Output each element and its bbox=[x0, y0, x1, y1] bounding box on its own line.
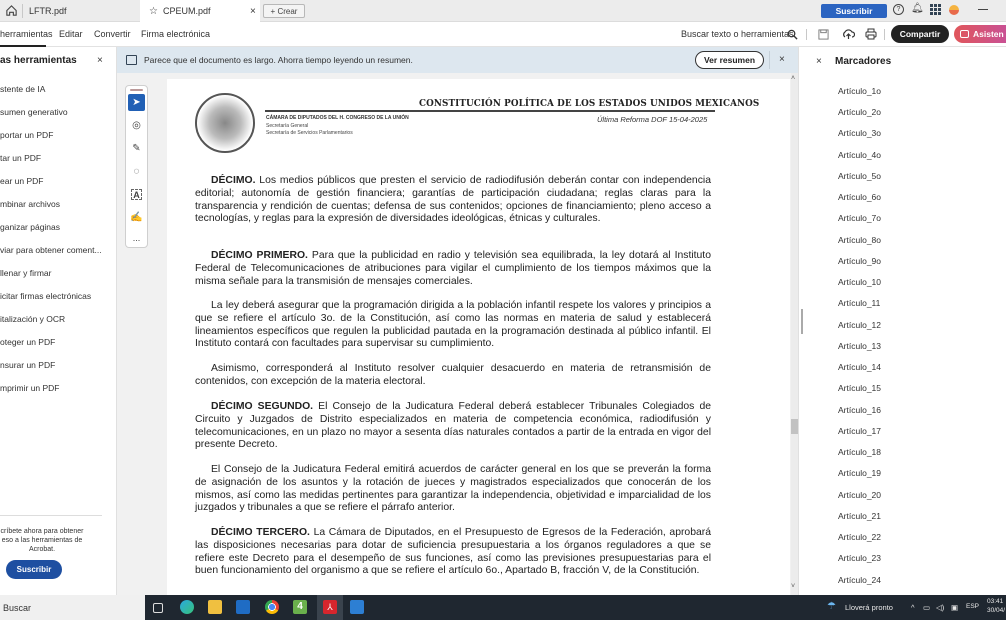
bookmark-item[interactable]: Artículo_13 bbox=[838, 341, 881, 351]
tab-label: LFTR.pdf bbox=[29, 6, 67, 16]
view-summary-button[interactable]: Ver resumen bbox=[695, 51, 764, 69]
paragraph bbox=[195, 175, 711, 226]
lasso-tool-icon[interactable]: ◌ bbox=[133, 166, 140, 177]
paragraph bbox=[195, 363, 711, 389]
header-sub-2: Secretaría de Servicios Parlamentarios bbox=[266, 130, 353, 136]
bookmark-item[interactable]: Artículo_6o bbox=[838, 192, 881, 202]
tool-fill-sign[interactable]: llenar y firmar bbox=[0, 268, 52, 278]
paragraph-text: El Consejo de la Judicatura Federal emitirá acuerdos de carácter general en los que se preverán la forma de asignación de los asuntos y la rotación de jueces y magistrados especializados que conocerán de los mismos, así como las medidas pertinentes para garantizar la independencia, objetividad e imparcialidad de los juzgados y tribunales a que se refiere el párrafo anterior. bbox=[195, 464, 711, 514]
star-icon[interactable]: ☆ bbox=[149, 5, 158, 17]
taskbar-search[interactable]: Buscar bbox=[0, 595, 145, 620]
task-view-icon[interactable] bbox=[153, 603, 163, 613]
bookmark-item[interactable]: Artículo_21 bbox=[838, 511, 881, 521]
bookmark-item[interactable]: Artículo_15 bbox=[838, 383, 881, 393]
scroll-down-icon[interactable]: ˅ bbox=[791, 583, 796, 590]
menu-convert[interactable]: Convertir bbox=[94, 29, 131, 39]
divider bbox=[806, 29, 807, 40]
ai-assistant-button[interactable] bbox=[954, 25, 1006, 43]
divider bbox=[0, 515, 102, 516]
tools-panel-title: as herramientas bbox=[0, 55, 77, 66]
paragraph bbox=[195, 300, 711, 351]
bookmark-item[interactable]: Artículo_5o bbox=[838, 171, 881, 181]
bookmark-item[interactable]: Artículo_17 bbox=[838, 426, 881, 436]
menu-bar bbox=[0, 22, 1006, 47]
paragraph-text: La Cámara de Diputados, en el Presupuesto de Egresos de la Federación, aprobará las disposiciones necesarias para dotar de suficiencia presupuestaria a los órganos reguladores a que se refiere este Decreto para el desempeño de sus funciones, así como las previsiones presupuestarias para el buen funcionamiento del organismo a que se refiere el artículo 6o., Apartado B, fracción V, de la Constitución. bbox=[195, 527, 712, 577]
header-org: CÁMARA DE DIPUTADOS DEL H. CONGRESO DE LA UNIÓN bbox=[266, 115, 409, 121]
tool-protect-pdf[interactable]: oteger un PDF bbox=[0, 337, 56, 347]
paragraph-lead: DÉCIMO TERCERO. bbox=[211, 527, 310, 538]
save-icon[interactable] bbox=[818, 29, 829, 40]
tab-bar bbox=[0, 0, 1006, 22]
bookmark-item[interactable]: Artículo_11 bbox=[838, 298, 881, 308]
menu-esign[interactable]: Firma electrónica bbox=[141, 29, 211, 39]
app-4-icon[interactable]: 4 bbox=[293, 600, 307, 614]
bell-icon[interactable]: 🔔︎ bbox=[911, 3, 924, 14]
upload-cloud-icon[interactable] bbox=[842, 28, 855, 40]
header-sub-1: Secretaría General bbox=[266, 123, 309, 129]
close-tab-icon[interactable]: × bbox=[250, 5, 256, 17]
bookmarks-title: Marcadores bbox=[835, 56, 892, 67]
menu-edit[interactable]: Editar bbox=[59, 29, 83, 39]
paragraph-text: Asimismo, corresponderá al Instituto resolver cualquier desacuerdo en materia de retransmisión de contenidos, con excepción de la materia electoral. bbox=[195, 363, 711, 387]
subscribe-button[interactable]: Suscribir bbox=[6, 560, 62, 579]
text-select-tool-icon[interactable]: A bbox=[131, 189, 142, 200]
divider bbox=[22, 4, 23, 18]
close-bookmarks-icon[interactable]: × bbox=[816, 56, 822, 67]
scrollbar-thumb[interactable] bbox=[791, 419, 798, 434]
paragraph bbox=[195, 401, 711, 452]
tool-send-for-comments[interactable]: viar para obtener coment... bbox=[0, 245, 102, 255]
bookmark-item[interactable]: Artículo_18 bbox=[838, 447, 881, 457]
close-banner-icon[interactable]: × bbox=[779, 54, 785, 65]
tool-scan-ocr[interactable]: italización y OCR bbox=[0, 314, 66, 324]
file-explorer-icon[interactable] bbox=[208, 600, 222, 614]
document-header-title: CONSTITUCIÓN POLÍTICA DE LOS ESTADOS UNIDOS MEXICANOS bbox=[419, 99, 760, 109]
comment-tool-icon[interactable]: ◎ bbox=[132, 120, 141, 131]
document-viewer bbox=[117, 47, 798, 595]
tool-edit-pdf[interactable]: tar un PDF bbox=[0, 153, 42, 163]
print-icon[interactable] bbox=[865, 28, 877, 40]
tab-lftr[interactable] bbox=[24, 0, 139, 22]
paragraph bbox=[195, 250, 711, 288]
search-tools-label[interactable]: Buscar texto o herramientas bbox=[681, 29, 794, 39]
paragraph-text: El Consejo de la Judicatura Federal deberá establecer Tribunales Colegiados de Circuito y Juzgados de Distrito especializados en materia de competencia económica, radiodifusión y telecomunicaciones, en un plazo no mayor a sesenta días naturales contados a partir de la entrada en vigor del presente Decreto. bbox=[195, 401, 711, 451]
divider bbox=[769, 51, 770, 69]
paragraph-lead: DÉCIMO PRIMERO. bbox=[211, 250, 308, 261]
bookmark-item[interactable]: Artículo_22 bbox=[838, 532, 881, 542]
paragraph-text: Para que la publicidad en radio y televisión sea equilibrada, la ley dotará al Instituto Federal de Telecomunicaciones de atribuciones para vigilar el cumplimiento de los tiempos máximos que la misma señale para la transmisión de mensajes comerciales. bbox=[195, 250, 711, 287]
bookmark-item[interactable]: Artículo_16 bbox=[838, 405, 881, 415]
bookmark-item[interactable]: Artículo_23 bbox=[838, 553, 881, 563]
weather-text[interactable]: Lloverá pronto bbox=[845, 603, 893, 612]
os-taskbar bbox=[0, 595, 1006, 620]
paragraph-lead: DÉCIMO. bbox=[211, 175, 256, 186]
paragraph bbox=[195, 464, 711, 515]
bookmark-item[interactable]: Artículo_12 bbox=[838, 320, 881, 330]
sign-tool-icon[interactable]: ✍ bbox=[130, 212, 143, 223]
bookmark-item[interactable]: Artículo_20 bbox=[838, 490, 881, 500]
scroll-up-icon[interactable]: ˄ bbox=[791, 75, 796, 82]
chrome-icon[interactable] bbox=[265, 600, 279, 614]
tool-redact-pdf[interactable]: nsurar un PDF bbox=[0, 360, 56, 370]
bookmark-item[interactable]: Artículo_19 bbox=[838, 468, 881, 478]
select-tool-icon[interactable]: ➤ bbox=[128, 94, 145, 111]
menu-tools[interactable]: herramientas bbox=[0, 22, 46, 47]
subscribe-button[interactable]: Suscribir bbox=[821, 4, 887, 18]
pdf-page bbox=[167, 79, 790, 595]
bookmark-item[interactable]: Artículo_4o bbox=[838, 150, 881, 160]
tools-panel bbox=[0, 47, 117, 595]
tool-ai-assistant[interactable]: stente de IA bbox=[0, 84, 46, 94]
close-icon[interactable]: × bbox=[97, 55, 103, 66]
outlook-new-icon[interactable] bbox=[350, 600, 364, 614]
tray-expand-icon[interactable]: ^ bbox=[911, 603, 915, 612]
paragraph-text: La ley deberá asegurar que la programación dirigida a la población infantil respete los valores y principios a que se refiere el artículo 3o. de la Constitución, así como las normas en materia de salud y establecerá lineamientos específicos que regulen la publicidad pautada en la programación destinada al público infantil. El Instituto contará con facultades para supervisar su cumplimiento. bbox=[195, 300, 711, 350]
bookmark-item[interactable]: Artículo_14 bbox=[838, 362, 881, 372]
paragraph-text: Los medios públicos que presten el servicio de radiodifusión deberán contar con independencia editorial; autonomía de gestión financiera; garantías de participación ciudadana; reglas claras para la transparencia y rendición de cuentas; defensa de sus contenidos; opciones de financiamiento; pleno acceso a tecnologías, y reglas para la expresión de diversidades ideológicas, étnicas y culturales. bbox=[195, 175, 711, 225]
header-rule bbox=[265, 110, 715, 112]
bookmark-item[interactable]: Artículo_2o bbox=[838, 107, 881, 117]
avatar[interactable] bbox=[949, 5, 959, 15]
search-icon[interactable] bbox=[787, 29, 798, 40]
bookmark-item[interactable]: Artículo_3o bbox=[838, 128, 881, 138]
weather-icon[interactable]: ☂ bbox=[827, 601, 836, 612]
bookmark-item[interactable]: Artículo_8o bbox=[838, 235, 881, 245]
tool-create-pdf[interactable]: ear un PDF bbox=[0, 176, 44, 186]
notification-app-icon[interactable]: ▣ bbox=[951, 603, 959, 612]
draw-tool-icon[interactable]: ✎ bbox=[132, 143, 141, 154]
subscribe-promo-text: críbete ahora para obtener eso a las herramientas de Acrobat. bbox=[0, 528, 84, 553]
panel-resize-handle[interactable] bbox=[801, 309, 803, 334]
tool-request-esignatures[interactable]: icitar firmas electrónicas bbox=[0, 291, 92, 301]
network-icon[interactable]: ▭ bbox=[923, 603, 931, 612]
tab-label: CPEUM.pdf bbox=[162, 6, 211, 16]
drag-handle[interactable] bbox=[130, 89, 143, 91]
volume-icon[interactable]: ◁) bbox=[936, 603, 945, 612]
clock-date[interactable]: 30/04/ bbox=[987, 607, 1006, 614]
tab-cpeum[interactable] bbox=[140, 0, 260, 22]
help-icon[interactable]: ? bbox=[893, 4, 904, 15]
paragraph-lead: DÉCIMO SEGUNDO. bbox=[211, 401, 314, 412]
last-reform-date: Última Reforma DOF 15-04-2025 bbox=[597, 115, 708, 124]
apps-icon[interactable] bbox=[930, 4, 941, 15]
banner-text: Parece que el documento es largo. Ahorra tiempo leyendo un resumen. bbox=[144, 55, 413, 65]
coat-of-arms-seal bbox=[195, 93, 255, 153]
summary-icon bbox=[126, 55, 137, 65]
tool-organize-pages[interactable]: ganizar páginas bbox=[0, 222, 61, 232]
ai-assistant-label: Asisten bbox=[973, 29, 1004, 39]
clock-time[interactable]: 03:41 bbox=[987, 598, 1004, 605]
outlook-icon[interactable] bbox=[236, 600, 250, 614]
tool-combine-files[interactable]: mbinar archivos bbox=[0, 199, 60, 209]
bookmark-item[interactable]: Artículo_9o bbox=[838, 256, 881, 266]
tool-print-pdf[interactable]: mprimir un PDF bbox=[0, 383, 60, 393]
bookmark-item[interactable]: Artículo_1o bbox=[838, 86, 881, 96]
ai-assistant-icon bbox=[960, 30, 969, 38]
document-scrollbar[interactable] bbox=[791, 73, 798, 595]
divider bbox=[884, 29, 885, 40]
new-tab-button[interactable]: + Crear bbox=[263, 4, 305, 18]
share-button[interactable]: Compartir bbox=[891, 25, 949, 43]
minimize-icon[interactable] bbox=[978, 9, 988, 10]
acrobat-icon[interactable]: ⅄ bbox=[323, 600, 337, 614]
quick-tools-strip bbox=[125, 85, 148, 248]
bookmark-item[interactable]: Artículo_7o bbox=[838, 213, 881, 223]
paragraph bbox=[195, 527, 711, 578]
edge-browser-icon[interactable] bbox=[180, 600, 194, 614]
bookmarks-panel bbox=[798, 47, 1006, 595]
tool-generative-summary[interactable]: sumen generativo bbox=[0, 107, 68, 117]
summary-banner bbox=[117, 47, 798, 73]
language-indicator[interactable]: ESP bbox=[966, 603, 980, 610]
bookmark-item[interactable]: Artículo_10 bbox=[838, 277, 881, 287]
more-tools-icon[interactable]: ... bbox=[132, 232, 141, 243]
home-icon[interactable] bbox=[5, 4, 18, 17]
tool-export-pdf[interactable]: portar un PDF bbox=[0, 130, 54, 140]
bookmark-item[interactable]: Artículo_24 bbox=[838, 575, 881, 585]
